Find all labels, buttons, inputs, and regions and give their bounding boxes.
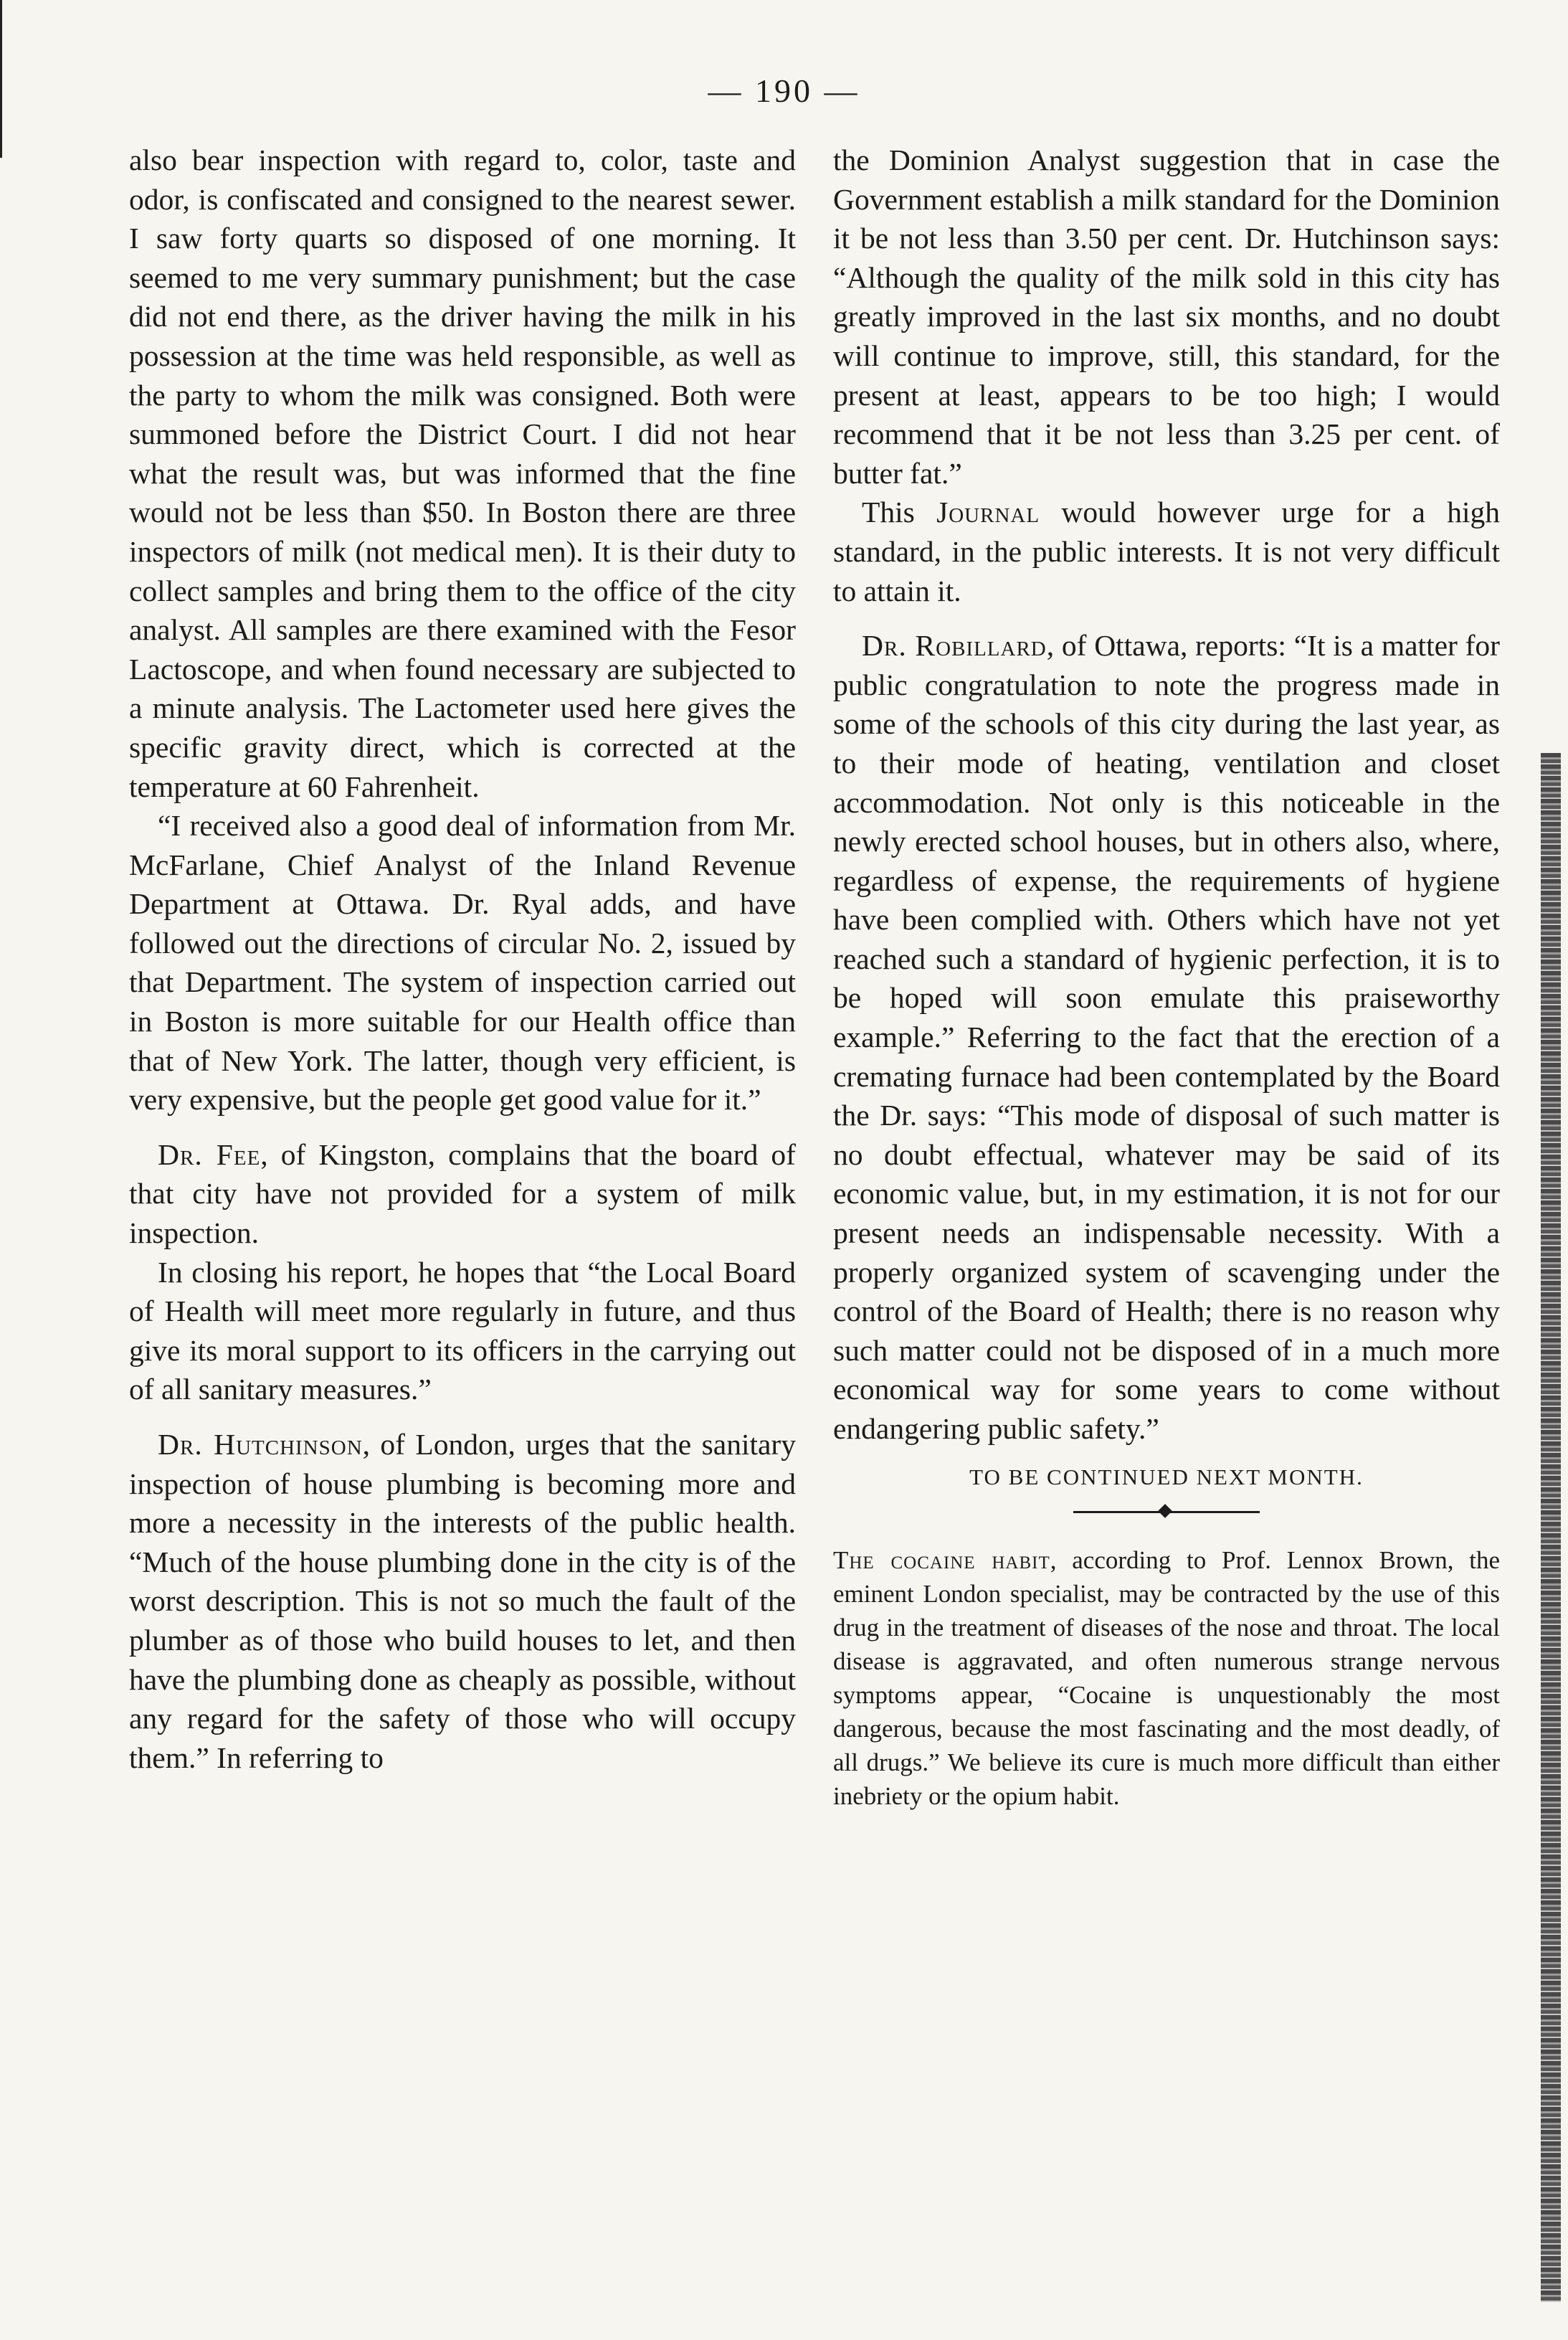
- author-name-hutchinson: Dr. Hutchinson: [158, 1428, 363, 1461]
- left-paragraph-5: [129, 1425, 796, 1777]
- right-paragraph-1: the Dominion Analyst suggestion that in case the Government establish a milk standard for the Dominion it be not less than 3.50 per cent. Dr. Hutchinson says: “Although the quality of the milk sold in this city has greatly improved in the last six months, and no doubt will continue to improve, still, this standard, for the present at least, appears to be too high; I would recommend that it be not less than 3.25 per cent. of butter fat.”: [833, 143, 1500, 490]
- left-paragraph-4: In closing his report, he hopes that “the Local Board of Health will meet more regularly in future, and thus give its moral support to its officers in the carrying out of all sanitary measures.”: [129, 1255, 796, 1406]
- page-number: — 190 —: [708, 72, 860, 109]
- continued-notice: TO BE CONTINUED NEXT MONTH.: [969, 1464, 1364, 1489]
- right-paragraph-2-lead: This: [862, 496, 937, 529]
- cocaine-note: [833, 1543, 1500, 1813]
- left-paragraph-1: also bear inspection with regard to, color, taste and odor, is confiscated and consigned to the nearest sewer. I saw forty quarts so disposed of one morning. It seemed to me very summary punishment; but the case did not end there, as the driver having the milk in his possession at the time was held responsible, as well as the party to whom the milk was consigned. Both were summoned before the District Court. I did not hear what the result was, but was informed that the fine would not be less than $50. In Boston there are three inspectors of milk (not medical men). It is their duty to collect samples and bring them to the office of the city analyst. All samples are there examined with the Fesor Lactoscope, and when found necessary are subjected to a minute analysis. The Lactometer used here gives the specific gravity direct, which is corrected at the temperature at 60 Fahrenheit.: [129, 143, 796, 803]
- cocaine-note-text: , according to Prof. Lennox Brown, the eminent London specialist, may be contracted by the use of this drug in the treatment of diseases of the nose and throat. The local disease is aggravated, and often numerous strange nervous symptoms appear, “Cocaine is unquestionably the most dangerous, because the most fascinating and the most deadly, of all drugs.” We believe its cure is much more difficult than either inebriety or the opium habit.: [833, 1545, 1500, 1810]
- left-paragraph-3: [129, 1135, 796, 1253]
- left-paragraph-3-text: , of Kingston, complains that the board of that city have not provided for a system of milk inspection.: [129, 1137, 796, 1250]
- author-name-robillard: Dr. Robillard: [862, 629, 1047, 663]
- journal-name: Journal: [936, 496, 1040, 529]
- cocaine-note-title: The cocaine habit: [833, 1545, 1050, 1574]
- diamond-ornament-icon: [1158, 1504, 1172, 1518]
- right-paragraph-2-text: would however urge for a high standard, in the public interests. It is not very difficult to attain it.: [833, 496, 1500, 607]
- author-name-fee: Dr. Fee: [158, 1137, 261, 1171]
- right-paragraph-3-text: , of Ottawa, reports: “It is a matter for public congratulation to note the progress made in some of the schools of this city during the last year, as to their mode of heating, ventilation and closet accommodation. Not only is this noticeable in the newly erected school houses, but in others also, where, regardless of expense, the requirements of hygiene have been complied with. Others which have not yet reached such a standard of hygienic perfection, it is to be hoped will soon emulate this praiseworthy example.” Referring to the fact that the erection of a cremating furnace had been contemplated by the Board the Dr. says: “This mode of disposal of such matter is no doubt effectual, whatever may be said of its economic value, but, in my estimation, it is not for our present needs an indispensable necessity. With a properly organized system of scavenging under the control of the Board of Health; there is no reason why such matter could not be disposed of in a much more economical way for some years to come without endangering public safety.”: [833, 629, 1501, 1445]
- page-binding-edge: [1541, 753, 1561, 2302]
- right-paragraph-3: [833, 626, 1500, 1448]
- left-paragraph-5-text: , of London, urges that the sanitary inspection of house plumbing is becoming more and more a necessity in the interests of the public health. “Much of the house plumbing done in the city is of the worst description. This is not so much the fault of the plumber as of those who build houses to let, and then have the plumbing done as cheaply as possible, without any regard for the safety of those who will occupy them.” In referring to: [129, 1428, 797, 1774]
- right-paragraph-2: [833, 493, 1500, 610]
- section-divider: [1073, 1505, 1260, 1519]
- right-column: [833, 141, 1500, 1813]
- left-column: [129, 141, 796, 1777]
- left-paragraph-2: “I received also a good deal of information from Mr. McFarlane, Chief Analyst of the Inland Revenue Department at Ottawa. Dr. Ryal adds, and have followed out the directions of circular No. 2, issued by that Department. The system of inspection carried out in Boston is more suitable for our Health office than that of New York. The latter, though very efficient, is very expensive, but the people get good value for it.”: [129, 809, 796, 1117]
